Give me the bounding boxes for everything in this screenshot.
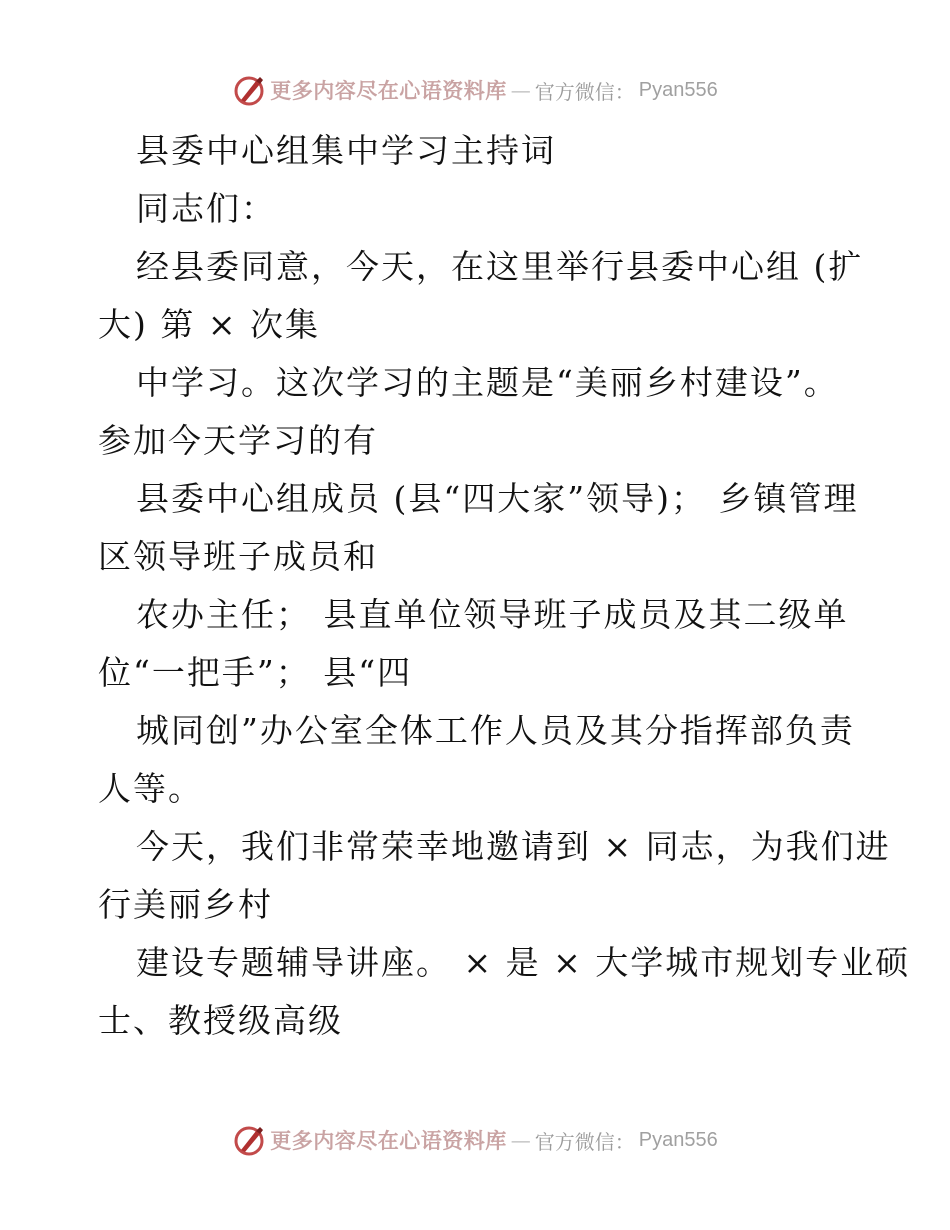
banner-brand-text: 更多内容尽在心语资料库 [270, 78, 507, 103]
paragraph-line: 大) 第 × 次集 [98, 305, 320, 344]
pen-circle-logo-icon [232, 1123, 266, 1157]
header-watermark-banner [0, 70, 950, 110]
banner-wechat-id: Pyan556 [638, 78, 718, 101]
banner-separator: — [510, 1128, 531, 1152]
banner-brand-text: 更多内容尽在心语资料库 [270, 1128, 507, 1153]
paragraph-line: 城同创”办公室全体工作人员及其分指挥部负责 [136, 711, 855, 750]
banner-separator: — [510, 78, 531, 102]
paragraph-line: 经县委同意，今天，在这里举行县委中心组 (扩 [136, 247, 864, 286]
pen-circle-logo-icon [232, 73, 266, 107]
paragraph-line: 同志们： [136, 189, 276, 228]
footer-watermark-banner [0, 1120, 950, 1160]
paragraph-line: 位“一把手”； 县“四 [98, 653, 413, 692]
paragraph-line: 农办主任； 县直单位领导班子成员及其二级单 [136, 595, 849, 634]
banner-wechat-label: 官方微信： [534, 1129, 635, 1154]
paragraph-line: 人等。 [98, 769, 203, 808]
document-title: 县委中心组集中学习主持词 [136, 131, 556, 170]
paragraph-line: 参加今天学习的有 [98, 421, 378, 460]
paragraph-line: 建设专题辅导讲座。 × 是 × 大学城市规划专业硕 [136, 943, 911, 982]
paragraph-line: 今天，我们非常荣幸地邀请到 × 同志，为我们进 [136, 827, 891, 866]
paragraph-line: 行美丽乡村 [98, 885, 273, 924]
paragraph-line: 中学习。这次学习的主题是“美丽乡村建设”。 [136, 363, 839, 402]
paragraph-line: 区领导班子成员和 [98, 537, 378, 576]
paragraph-line: 士、教授级高级 [98, 1001, 343, 1040]
banner-wechat-id: Pyan556 [638, 1128, 718, 1151]
paragraph-line: 县委中心组成员 (县“四大家”领导)； 乡镇管理 [136, 479, 859, 518]
banner-wechat-label: 官方微信： [534, 79, 635, 104]
document-body [98, 122, 911, 1050]
